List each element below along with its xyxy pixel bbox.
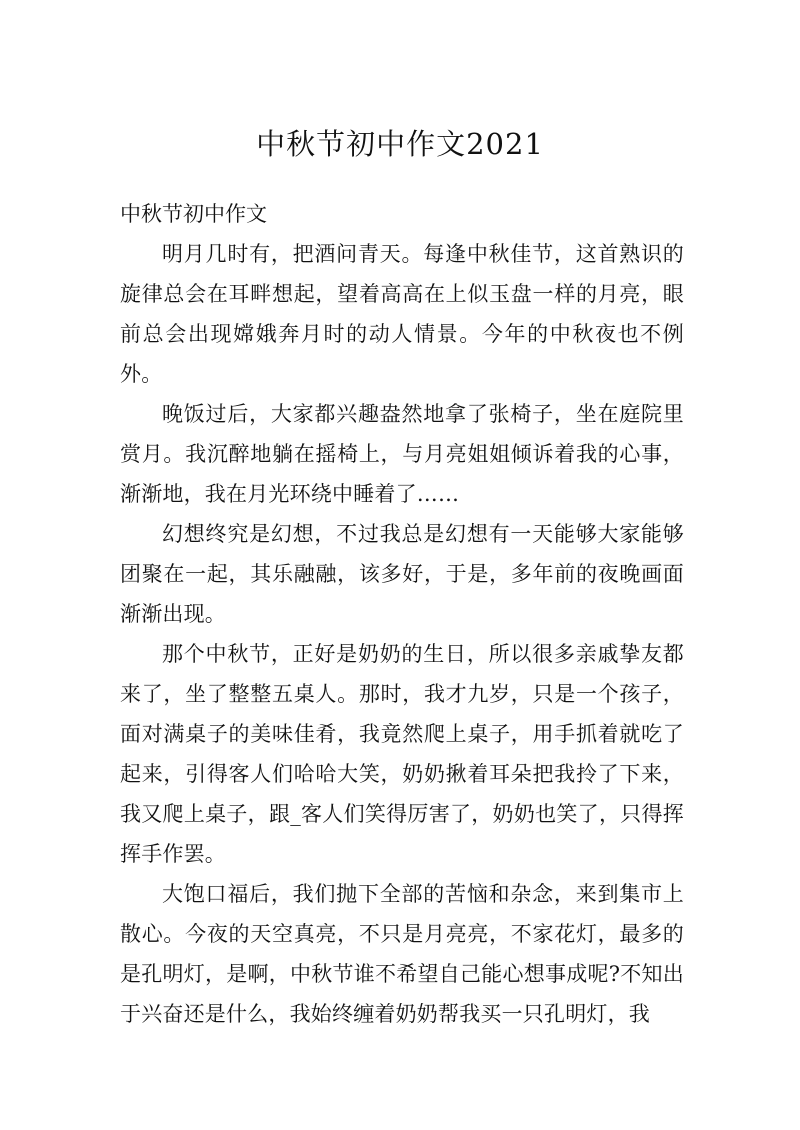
paragraph: 幻想终究是幻想，不过我总是幻想有一天能够大家能够团聚在一起，其乐融融，该多好，于是，多年前的夜晚画面渐渐出现。 <box>120 522 684 626</box>
paragraph: 晚饭过后，大家都兴趣盎然地拿了张椅子，坐在庭院里赏月。我沉醉地躺在摇椅上，与月亮姐姐倾诉着我的心事，渐渐地，我在月光环绕中睡着了…… <box>120 402 684 506</box>
paragraph: 那个中秋节，正好是奶奶的生日，所以很多亲戚挚友都来了，坐了整整五桌人。那时，我才九岁，只是一个孩子，面对满桌子的美味佳肴，我竟然爬上桌子，用手抓着就吃了起来，引得客人们哈哈大笑，奶奶揪着耳朵把我拎了下来，我又爬上桌子，跟_客人们笑得厉害了，奶奶也笑了，只得挥挥手作罢。 <box>120 642 684 866</box>
paragraph: 明月几时有，把酒问青天。每逢中秋佳节，这首熟识的旋律总会在耳畔想起，望着高高在上似玉盘一样的月亮，眼前总会出现嫦娥奔月时的动人情景。今年的中秋夜也不例外。 <box>120 242 684 386</box>
document-body <box>120 234 684 1034</box>
paragraph: 大饱口福后，我们抛下全部的苦恼和杂念，来到集市上散心。今夜的天空真亮，不只是月亮亮，不家花灯，最多的是孔明灯，是啊，中秋节谁不希望自己能心想事成呢?不知出于兴奋还是什么，我始终缠着奶奶帮我买一只孔明灯，我 <box>120 882 684 1026</box>
document-subtitle: 中秋节初中作文 <box>120 202 267 226</box>
document-title: 中秋节初中作文2021 <box>256 127 544 161</box>
